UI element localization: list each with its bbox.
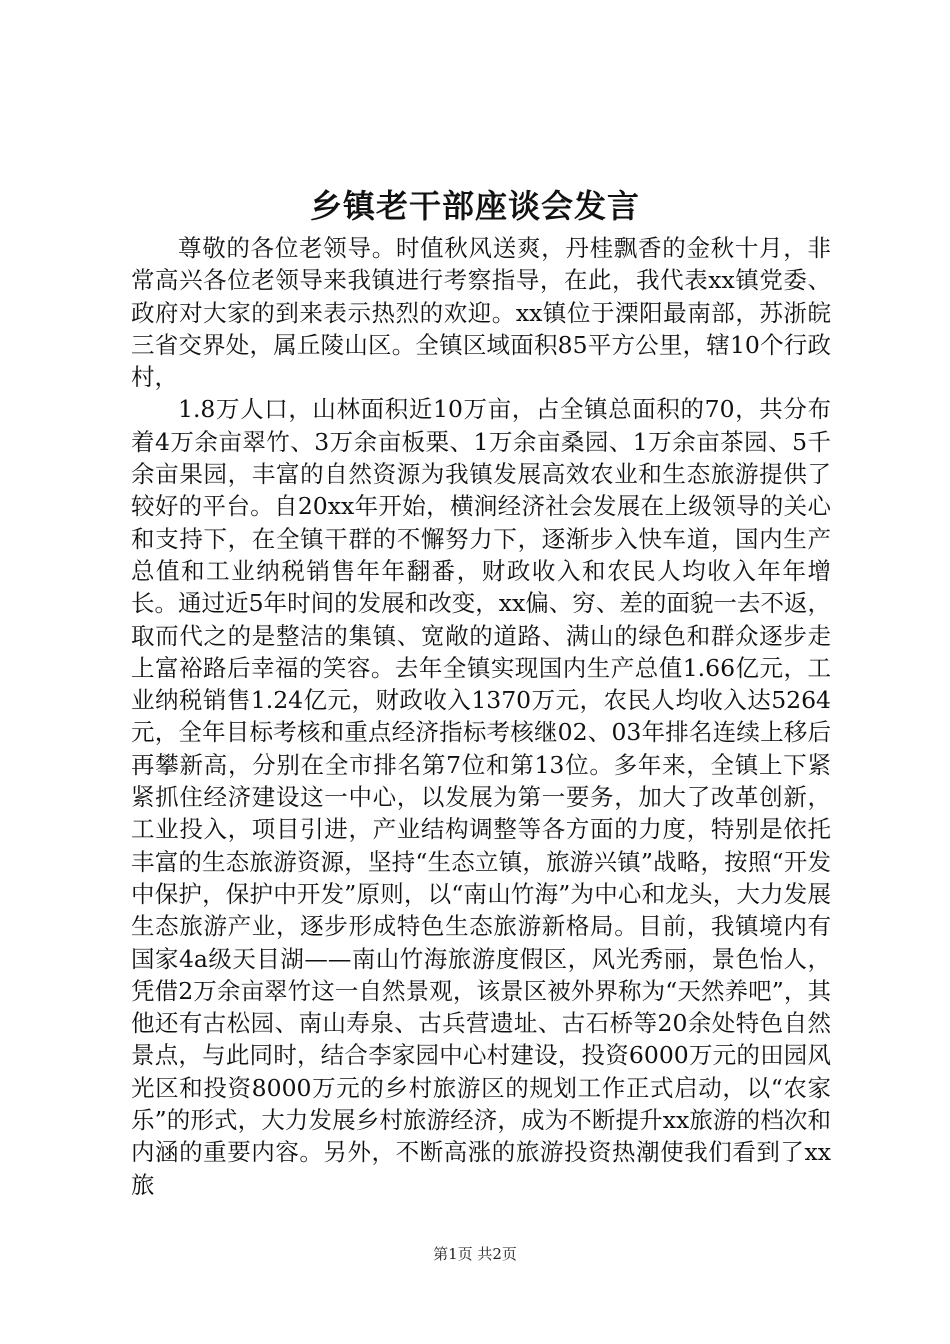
document-title: 乡镇老干部座谈会发言 <box>309 187 640 225</box>
paragraph-2: 1.8万人口，山林面积近10万亩，占全镇总面积的70，共分布着4万余亩翠竹、3万余亩板栗、1万余亩桑园、1万余亩茶园、5千余亩果园，丰富的自然资源为我镇发展高效农业和生态旅游提供了较好的平台。自20xx年开始，横涧经济社会发展在上级领导的关心和支持下，在全镇干群的不懈努力下，逐渐步入快车道，国内生产总值和工业纳税销售年年翻番，财政收入和农民人均收入年年增长。通过近5年时间的发展和改变，xx偏、穷、差的面貌一去不返，取而代之的是整洁的集镇、宽敞的道路、满山的绿色和群众逐步走上富裕路后幸福的笑容。去年全镇实现国内生产总值1.66亿元，工业纳税销售1.24亿元，财政收入1370万元，农民人均收入达5264元，全年目标考核和重点经济指标考核继02、03年排名连续上移后再攀新高，分别在全市排名第7位和第13位。多年来，全镇上下紧紧抓住经济建设这一中心，以发展为第一要务，加大了改革创新，工业投入，项目引进，产业结构调整等各方面的力度，特别是依托丰富的生态旅游资源，坚持“生态立镇，旅游兴镇”战略，按照“开发中保护，保护中开发”原则，以“南山竹海”为中心和龙头，大力发展生态旅游产业，逐步形成特色生态旅游新格局。目前，我镇境内有国家4a级天目湖——南山竹海旅游度假区，风光秀丽，景色怡人，凭借2万余亩翠竹这一自然景观，该景区被外界称为“天然养吧”，其他还有古松园、南山寿泉、古兵营遗址、古石桥等20余处特色自然景点，与此同时，结合李家园中心村建设，投资6000万元的田园风光区和投资8000万元的乡村旅游区的规划工作正式启动，以“农家乐”的形式，大力发展乡村旅游经济，成为不断提升xx旅游的档次和内涵的重要内容。另外，不断高涨的旅游投资热潮使我们看到了xx旅 <box>131 395 831 1199</box>
paragraph-1: 尊敬的各位老领导。时值秋风送爽，丹桂飘香的金秋十月，非常高兴各位老领导来我镇进行考察指导，在此，我代表xx镇党委、政府对大家的到来表示热烈的欢迎。xx镇位于溧阳最南部，苏浙皖三省交界处，属丘陵山区。全镇区域面积85平方公里，辖10个行政村， <box>131 234 831 392</box>
page-number-footer: 第1页 共2页 <box>433 1245 517 1263</box>
document-body <box>131 232 831 1201</box>
